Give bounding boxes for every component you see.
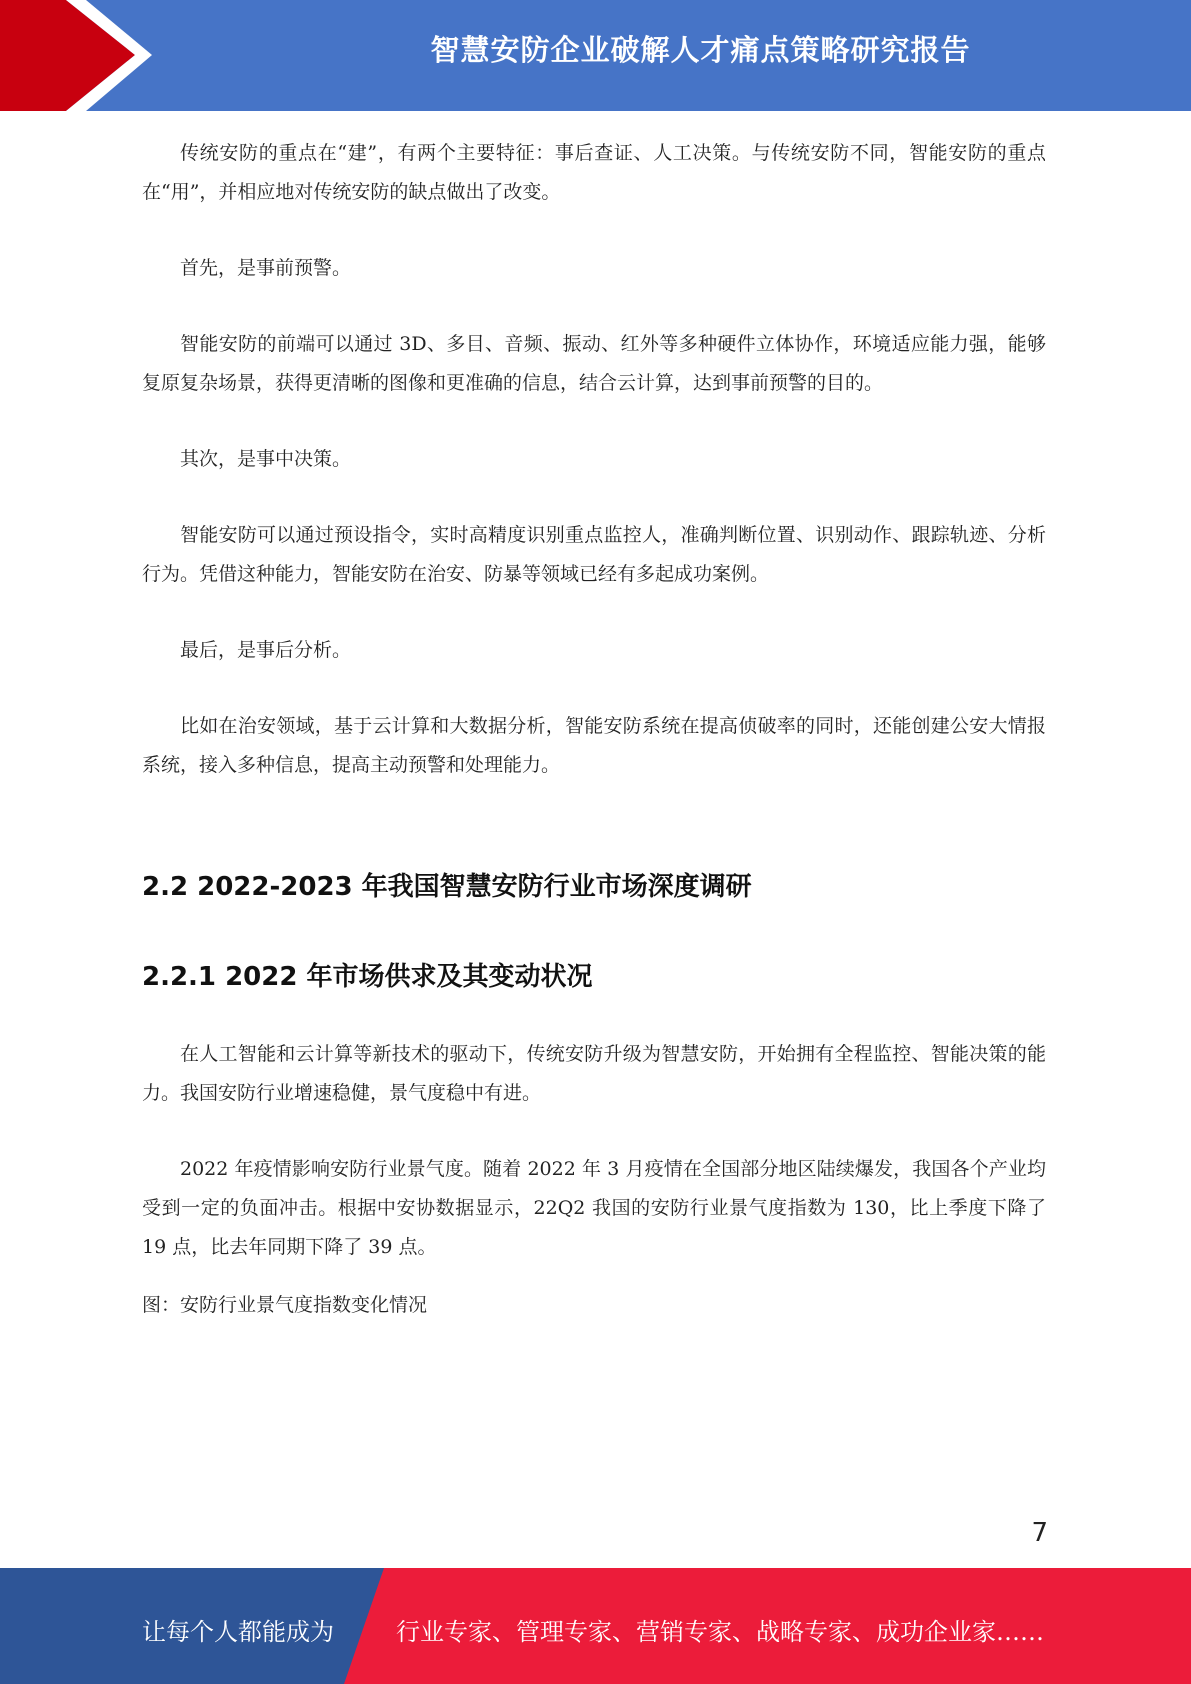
content-area-2 [142, 1035, 1046, 1267]
section-heading-2-2-1: 2.2.1 2022 年市场供求及其变动状况 [142, 962, 593, 992]
paragraph: 其次，是事中决策。 [180, 448, 352, 470]
paragraph: 最后，是事后分析。 [180, 639, 352, 661]
paragraph: 2022 年疫情影响安防行业景气度。随着 2022 年 3 月疫情在全国部分地区陆续爆发，我国各个产业均受到一定的负面冲击。根据中安协数据显示，22Q2 我国的安防行业景气度指数为 130，比上季度下降了 19 点，比去年同期下降了 39 点。 [142, 1158, 1046, 1258]
header-band [0, 0, 1191, 111]
paragraph: 比如在治安领域，基于云计算和大数据分析，智能安防系统在提高侦破率的同时，还能创建公安大情报系统，接入多种信息，提高主动预警和处理能力。 [142, 715, 1046, 776]
report-title: 智慧安防企业破解人才痛点策略研究报告 [430, 33, 971, 67]
paragraph: 智能安防可以通过预设指令，实时高精度识别重点监控人，准确判断位置、识别动作、跟踪轨迹、分析行为。凭借这种能力，智能安防在治安、防暴等领域已经有多起成功案例。 [142, 524, 1046, 585]
paragraph: 智能安防的前端可以通过 3D、多目、音频、振动、红外等多种硬件立体协作，环境适应能力强，能够复原复杂场景，获得更清晰的图像和更准确的信息，结合云计算，达到事前预警的目的。 [142, 333, 1046, 394]
footer-slogan-left: 让每个人都能成为 [142, 1618, 334, 1646]
figure-caption: 图：安防行业景气度指数变化情况 [142, 1294, 428, 1316]
footer-slogan-right: 行业专家、管理专家、营销专家、战略专家、成功企业家…… [396, 1618, 1044, 1646]
section-heading-2-2: 2.2 2022-2023 年我国智慧安防行业市场深度调研 [142, 872, 752, 902]
paragraph: 传统安防的重点在“建”，有两个主要特征：事后查证、人工决策。与传统安防不同，智能安防的重点在“用”，并相应地对传统安防的缺点做出了改变。 [142, 142, 1046, 203]
content-area [142, 134, 1046, 822]
paragraph: 在人工智能和云计算等新技术的驱动下，传统安防升级为智慧安防，开始拥有全程监控、智能决策的能力。我国安防行业增速稳健，景气度稳中有进。 [142, 1043, 1046, 1104]
footer-band [0, 1568, 1191, 1684]
page-number: 7 [1031, 1518, 1048, 1548]
paragraph: 首先，是事前预警。 [180, 257, 352, 279]
chevron-arrow-icon [0, 0, 160, 111]
